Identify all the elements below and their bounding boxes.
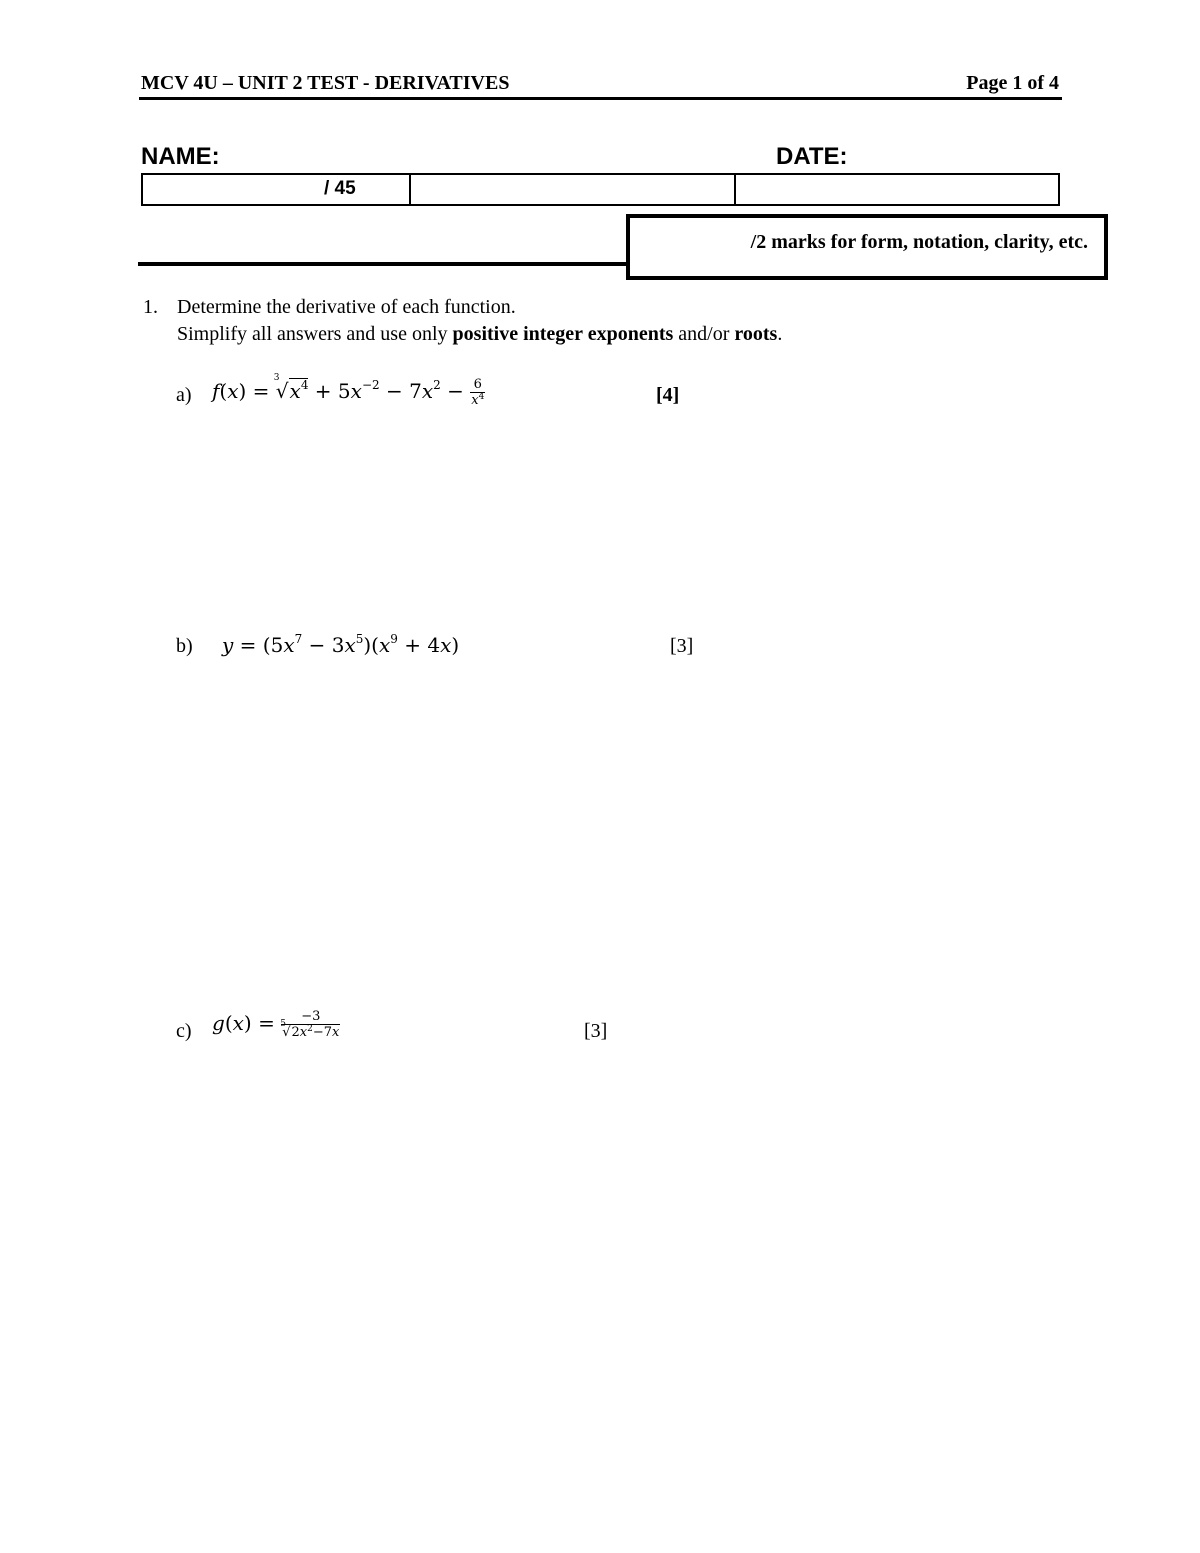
name-label: NAME: (141, 143, 220, 170)
score-box (141, 173, 411, 206)
part-c-equation: g(x) = −3 5 $√2x^2-7x$ (212, 1009, 340, 1040)
emphasis-exponents: positive integer exponents (452, 323, 674, 345)
test-title: MCV 4U – UNIT 2 TEST - DERIVATIVES (141, 72, 510, 94)
part-c-label: c) (176, 1020, 192, 1042)
part-b-equation: $y = (5x^7 - 3x^5)(x^9 + 4x)$ (222, 632, 460, 657)
part-b-marks: [3] (670, 635, 694, 657)
form-divider (138, 262, 630, 266)
part-a-marks: [4] (656, 384, 680, 406)
question-instruction: Determine the derivative of each function. (177, 296, 516, 318)
part-a-equation: f(x) = 3 $√x^4 + 5x^{-2} - 7x^2$ − $\frac{6}{x^4}$ (212, 373, 485, 408)
page-number: Page 1 of 4 (966, 72, 1059, 94)
form-marks-box (626, 214, 1108, 280)
header-divider (139, 97, 1062, 100)
date-label: DATE: (776, 143, 848, 170)
question-simplify-note: Simplify all answers and use only positive integer exponents and/or roots. (177, 323, 783, 345)
emphasis-roots: roots (734, 323, 778, 345)
date-field[interactable] (734, 173, 1060, 206)
question-number: 1. (143, 296, 158, 318)
form-marks-text: /2 marks for form, notation, clarity, etc. (750, 231, 1088, 253)
score-total: / 45 (324, 178, 356, 199)
part-c-marks: [3] (584, 1020, 608, 1042)
part-b-label: b) (176, 635, 193, 657)
part-a-label: a) (176, 384, 192, 406)
name-field[interactable] (409, 173, 736, 206)
